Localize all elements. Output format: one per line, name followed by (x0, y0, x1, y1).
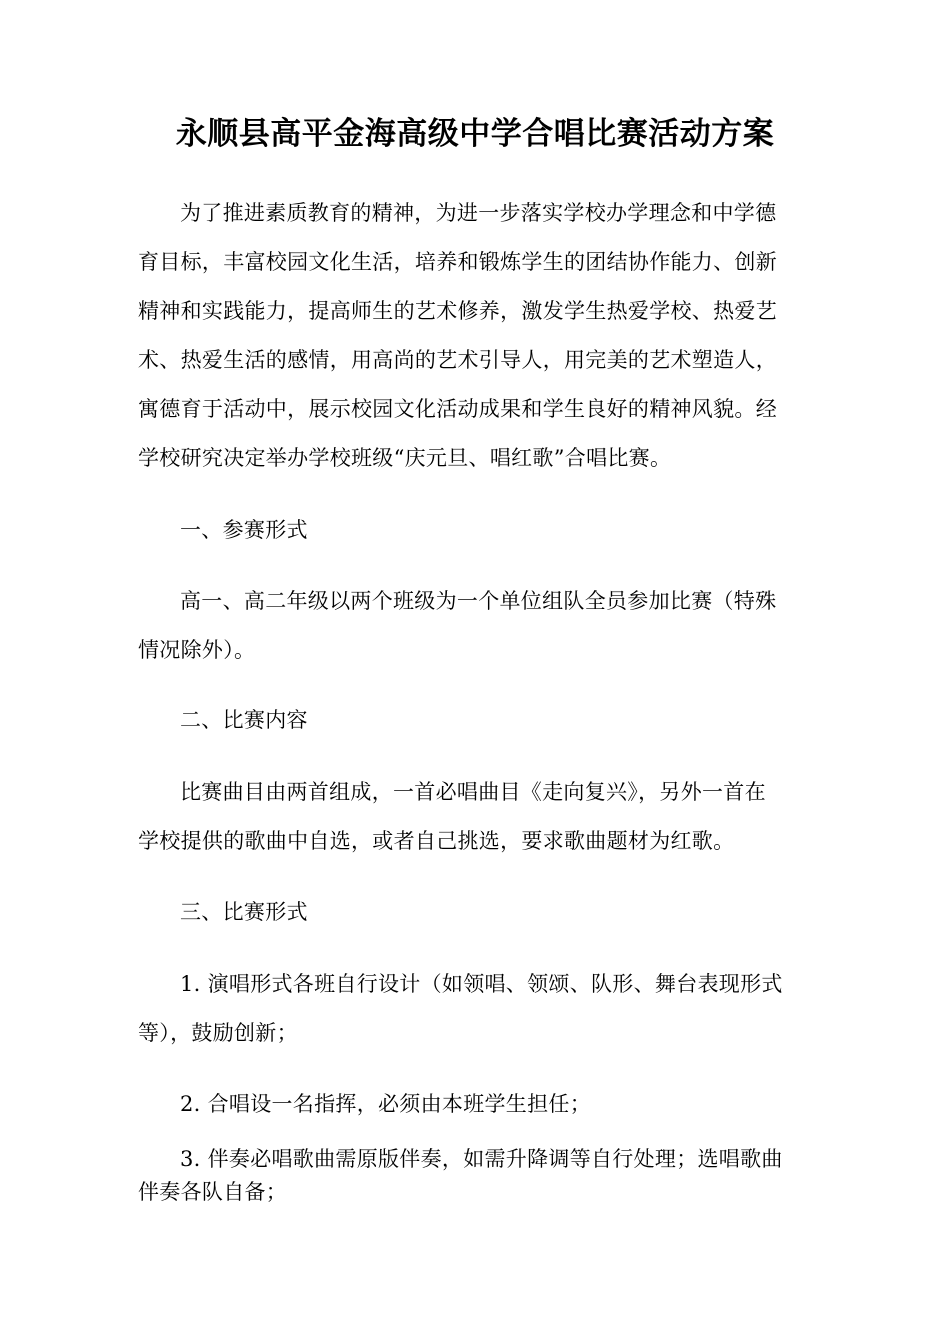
section-heading-1: 一、参赛形式 (180, 518, 308, 542)
paragraph-line: 情况除外）。 (138, 638, 256, 662)
intro-paragraph (138, 189, 818, 483)
section-heading-3: 三、比赛形式 (180, 900, 308, 924)
section1-paragraph (138, 577, 818, 675)
paragraph-line: 育目标，丰富校园文化生活，培养和锻炼学生的团结协作能力、创新 (138, 250, 777, 274)
paragraph-line: 为了推进素质教育的精神，为进一步落实学校办学理念和中学德 (180, 201, 777, 225)
paragraph-line: 1. 演唱形式各班自行设计（如领唱、领颂、队形、舞台表现形式 (180, 972, 783, 996)
paragraph-line: 伴奏各队自备； (138, 1180, 288, 1204)
paragraph-line: 3. 伴奏必唱歌曲需原版伴奏，如需升降调等自行处理；选唱歌曲 (180, 1147, 783, 1171)
paragraph-line: 比赛曲目由两首组成，一首必唱曲目《走向复兴》，另外一首在 (180, 780, 766, 804)
list-item-3 (138, 1143, 818, 1209)
paragraph-line: 高一、高二年级以两个班级为一个单位组队全员参加比赛（特殊 (180, 589, 777, 613)
paragraph-line: 学校提供的歌曲中自选，或者自己挑选，要求歌曲题材为红歌。 (138, 829, 735, 853)
list-item-1 (138, 960, 818, 1058)
paragraph-line: 寓德育于活动中，展示校园文化活动成果和学生良好的精神风貌。经 (138, 397, 777, 421)
list-item-2 (138, 1080, 818, 1129)
paragraph-line: 术、热爱生活的感情，用高尚的艺术引导人，用完美的艺术塑造人， (138, 348, 777, 372)
paragraph-line: 等），鼓励创新； (138, 1021, 298, 1045)
section2-paragraph (138, 768, 818, 866)
paragraph-line: 2. 合唱设一名指挥，必须由本班学生担任； (180, 1092, 592, 1116)
paragraph-line: 学校研究决定举办学校班级“庆元旦、唱红歌”合唱比赛。 (138, 446, 672, 470)
paragraph-line: 精神和实践能力，提高师生的艺术修养，激发学生热爱学校、热爱艺 (138, 299, 777, 323)
section-heading-2: 二、比赛内容 (180, 708, 308, 732)
document-title: 永顺县高平金海高级中学合唱比赛活动方案 (175, 116, 775, 152)
